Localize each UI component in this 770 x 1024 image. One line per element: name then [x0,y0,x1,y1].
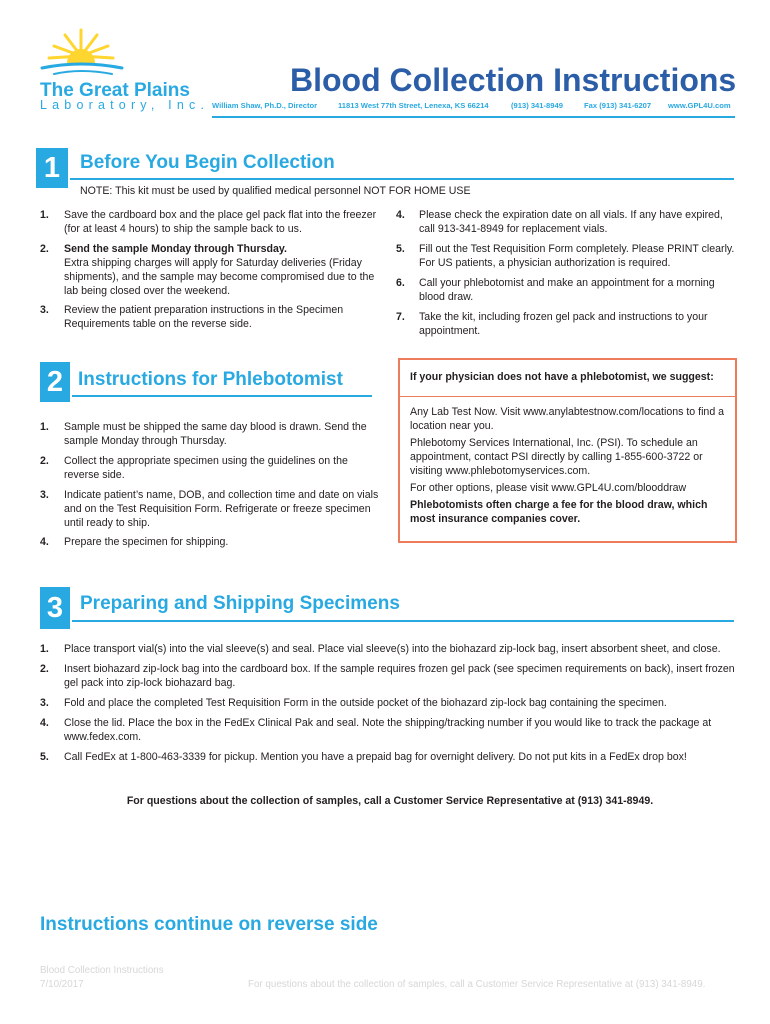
list-item-number: 2. [40,243,49,255]
footer-questions: For questions about the collection of samples, call a Customer Service Representative at (913) 341-8949. [248,979,706,990]
list-item: Insert biohazard zip-lock bag into the cardboard box. If the sample requires frozen gel pack (see specimen requirements on back), insert frozen gel pack into zip-lock biohazard bag. [64,663,735,689]
list-item: Fill out the Test Requisition Form completely. Please PRINT clearly. For US patients, a physician authorization is required. [419,243,735,269]
director-text: William Shaw, Ph.D., Director [212,101,318,110]
list-item-number: 1. [40,643,49,655]
continue-note: Instructions continue on reverse side [40,914,378,935]
header-divider [212,116,735,118]
list-item: Prepare the specimen for shipping. [64,536,229,548]
section-3-title: Preparing and Shipping Specimens [80,593,400,614]
section-3-divider [72,620,734,622]
list-item: Please check the expiration date on all vials. If any have expired, call 913-341-8949 for replacement vials. [419,209,723,235]
callout-note: Phlebotomists often charge a fee for the blood draw, which most insurance companies cover. [410,499,708,525]
list-item-number: 1. [40,209,49,221]
list-item-number: 7. [396,311,405,323]
list-item-number: 3. [40,489,49,501]
questions-text: For questions about the collection of samples, call a Customer Service Representative at (913) 341-8949. [126,795,654,807]
list-item-number: 4. [40,536,49,548]
list-item-number: 4. [396,209,405,221]
list-item: Review the patient preparation instructions in the Specimen Requirements table on the reverse side. [64,304,344,330]
list-item-number: 1. [40,421,49,433]
callout-paragraph: For other options, please visit www.GPL4U.com/blooddraw [410,482,687,494]
list-item: Extra shipping charges will apply for Saturday deliveries (Friday shipments), and the sample may become compromised due to the lab being closed over the weekend. [64,257,375,297]
footer-doc-name: Blood Collection Instructions [40,965,164,976]
fax-text: Fax (913) 341-6207 [584,101,652,110]
sun-logo-icon [36,26,126,82]
section-2-title: Instructions for Phlebotomist [78,369,343,390]
section-1-title: Before You Begin Collection [80,152,335,173]
list-item: Indicate patient’s name, DOB, and collection time and date on vials and on the Test Requisition Form. Refrigerate or freeze specimen until ready to ship. [64,489,379,529]
callout-heading: If your physician does not have a phlebotomist, we suggest: [410,371,714,383]
company-subtitle: Laboratory, Inc. [40,98,210,112]
section-2-badge: 2 [40,362,70,402]
list-item: Fold and place the completed Test Requisition Form in the outside pocket of the biohazard zip-lock bag containing the specimen. [64,697,667,709]
list-item-emphasis: Send the sample Monday through Thursday. [64,243,287,255]
list-item: Sample must be shipped the same day blood is drawn. Send the sample Monday through Thursday. [64,421,367,447]
list-item: Take the kit, including frozen gel pack and instructions to your appointment. [419,311,708,337]
list-item-number: 2. [40,455,49,467]
callout-divider [400,396,735,397]
list-item: Call FedEx at 1-800-463-3339 for pickup. Mention you have a prepaid bag for overnight delivery. Do not put kits in a FedEx drop box! [64,751,687,763]
company-name: The Great Plains [40,80,190,101]
section-1-badge: 1 [36,148,68,188]
section-3-badge: 3 [40,587,70,629]
website-link[interactable]: www.GPL4U.com [668,101,731,110]
list-item: Place transport vial(s) into the vial sleeve(s) and seal. Place vial sleeve(s) into the biohazard zip-lock bag, insert absorbent sheet, and close. [64,643,721,655]
list-item-number: 3. [40,304,49,316]
list-item-number: 6. [396,277,405,289]
section-1-note: NOTE: This kit must be used by qualified medical personnel NOT FOR HOME USE [80,185,471,197]
callout-paragraph: Phlebotomy Services International, Inc. (PSI). To schedule an appointment, contact PSI directly by calling 1-855-600-3722 or visiting www.phlebotomyservices.com. [410,437,703,477]
section-1-divider [70,178,734,180]
list-item: Close the lid. Place the box in the FedEx Clinical Pak and seal. Note the shipping/tracking number if you would like to track the package at www.fedex.com. [64,717,712,743]
list-item: Save the cardboard box and the place gel pack flat into the freezer (for at least 4 hours) to ship the sample back to us. [64,209,377,235]
list-item: Collect the appropriate specimen using the guidelines on the reverse side. [64,455,348,481]
footer-date: 7/10/2017 [40,979,84,990]
section-2-divider [72,395,372,397]
list-item-number: 4. [40,717,49,729]
list-item-number: 2. [40,663,49,675]
callout-paragraph: Any Lab Test Now. Visit www.anylabtestnow.com/locations to find a location near you. [410,406,725,432]
list-item-number: 5. [40,751,49,763]
address-text: 11813 West 77th Street, Lenexa, KS 66214 [338,101,489,110]
list-item-number: 3. [40,697,49,709]
list-item: Call your phlebotomist and make an appointment for a morning blood draw. [419,277,715,303]
list-item-number: 5. [396,243,405,255]
phone-text: (913) 341-8949 [511,101,563,110]
page-title: Blood Collection Instructions [290,62,737,98]
